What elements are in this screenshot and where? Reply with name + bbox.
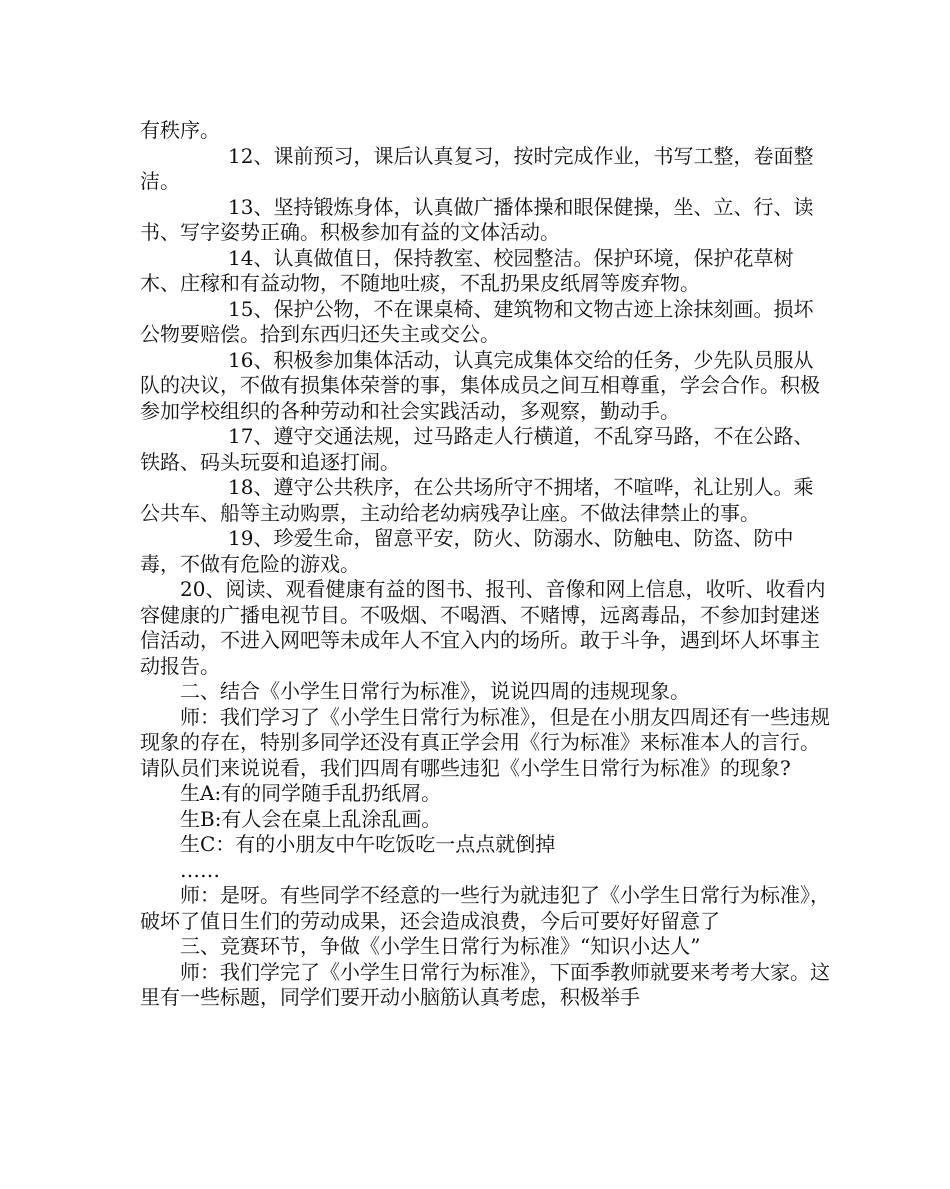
document-paragraph: 二、结合《小学生日常行为标准》，说说四周的违规现象。 [180, 679, 690, 703]
document-paragraph: 16、积极参加集体活动，认真完成集体交给的任务，少先队员服从队的决议，不做有损集体荣誉的事，集体成员之间互相尊重，学会合作。积极参加学校组织的各种劳动和社会实践活动，多观察，勤动手。 [140, 347, 820, 423]
document-paragraph: 师：我们学完了《小学生日常行为标准》，下面季教师就要来考考大家。这里有一些标题，同学们要开动小脑筋认真考虑，积极举手 [140, 959, 830, 1009]
document-body [140, 118, 830, 1011]
document-paragraph: 有秩序。 [140, 118, 220, 142]
document-paragraph: 20、阅读、观看健康有益的图书、报刊、音像和网上信息，收听、收看内容健康的广播电视节目。不吸烟、不喝酒、不赌博，远离毒品，不参加封建迷信活动，不进入网吧等未成年人不宜入内的场所。敢于斗争，遇到坏人坏事主动报告。 [140, 577, 826, 678]
document-paragraph: 15、保护公物，不在课桌椅、建筑物和文物古迹上涂抹刻画。损坏公物要赔偿。拾到东西归还失主或交公。 [140, 296, 814, 346]
document-paragraph: 17、遵守交通法规，过马路走人行横道，不乱穿马路，不在公路、铁路、码头玩耍和追逐打闹。 [140, 424, 814, 474]
document-paragraph: 19、珍爱生命，留意平安，防火、防溺水、防触电、防盗、防中毒，不做有危险的游戏。 [140, 526, 794, 576]
document-paragraph: 生B:有人会在桌上乱涂乱画。 [180, 806, 442, 831]
document-paragraph: 12、课前预习，课后认真复习，按时完成作业，书写工整，卷面整洁。 [140, 143, 814, 193]
document-paragraph: 18、遵守公共秩序，在公共场所守不拥堵，不喧哗，礼让别人。乘公共车、船等主动购票，主动给老幼病残孕让座。不做法律禁止的事。 [140, 475, 814, 525]
document-paragraph: 生C：有的小朋友中午吃饭吃一点点就倒掉 [180, 832, 556, 856]
document-paragraph: 师：我们学习了《小学生日常行为标准》，但是在小朋友四周还有一些违规现象的存在，特别多同学还没有真正学会用《行为标准》来标准本人的言行。请队员们来说说看，我们四周有哪些违犯《小学生日常行为标准》的现象? [140, 704, 830, 780]
document-paragraph: …… [180, 857, 220, 882]
document-paragraph: 三、竞赛环节，争做《小学生日常行为标准》“知识小达人” [180, 934, 701, 958]
document-paragraph: 14、认真做值日，保持教室、校园整洁。保护环境，保护花草树木、庄稼和有益动物，不随地吐痰，不乱扔果皮纸屑等废弃物。 [140, 245, 794, 295]
document-paragraph: 13、坚持锻炼身体，认真做广播体操和眼保健操，坐、立、行、读书、写字姿势正确。积极参加有益的文体活动。 [140, 194, 814, 244]
document-paragraph: 师：是呀。有些同学不经意的一些行为就违犯了《小学生日常行为标准》，破坏了值日生们的劳动成果，还会造成浪费，今后可要好好留意了 [140, 883, 830, 933]
document-paragraph: 生A:有的同学随手乱扔纸屑。 [180, 781, 442, 805]
